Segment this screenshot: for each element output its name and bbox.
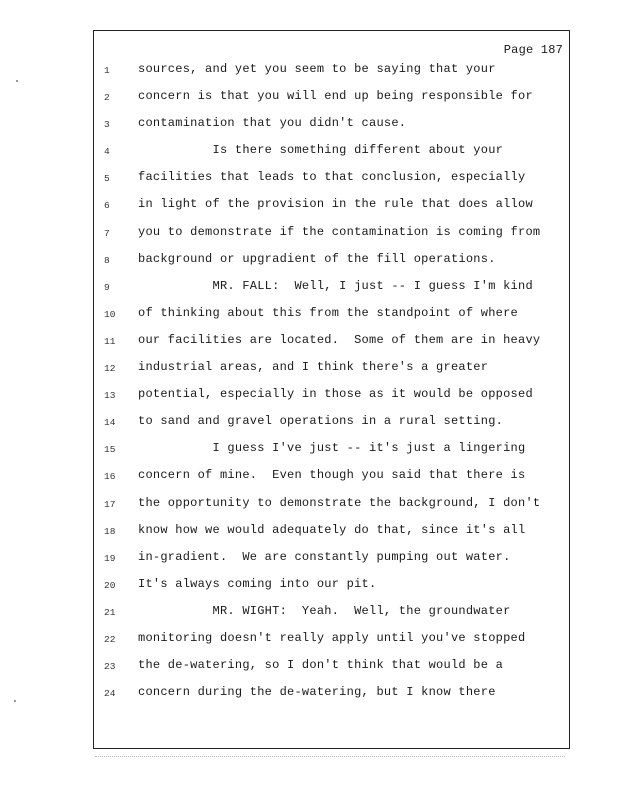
transcript-line: [94, 654, 569, 681]
line-number: 24: [104, 688, 116, 700]
transcript-line: [94, 546, 569, 573]
transcript-line: [94, 681, 569, 708]
transcript-line: [94, 248, 569, 275]
line-text: sources, and yet you seem to be saying that your: [138, 62, 496, 76]
line-text: in-gradient. We are constantly pumping out water.: [138, 549, 511, 564]
line-text: our facilities are located. Some of them are in heavy: [138, 332, 541, 347]
line-number: 23: [104, 661, 116, 673]
transcript-line: [94, 519, 569, 546]
line-text: concern of mine. Even though you said that there is: [138, 468, 526, 483]
bottom-scan-artifact: [95, 756, 565, 759]
line-text: industrial areas, and I think there's a greater: [138, 360, 489, 375]
line-number: 15: [104, 444, 116, 456]
transcript-line: [94, 58, 569, 85]
line-number: 14: [104, 417, 116, 429]
line-text: I guess I've just -- it's just a lingering: [138, 441, 526, 456]
line-number: 4: [104, 146, 110, 158]
line-text: contamination that you didn't cause.: [138, 116, 407, 131]
line-number: 21: [104, 606, 116, 618]
line-text: potential, especially in those as it would be opposed: [138, 387, 533, 402]
line-number: 17: [104, 498, 116, 510]
line-number: 13: [104, 390, 116, 402]
line-text: in light of the provision in the rule that does allow: [138, 197, 533, 212]
transcript-line: [94, 112, 569, 139]
page-number: Page 187: [503, 43, 563, 57]
transcript-line: [94, 383, 569, 410]
line-text: to sand and gravel operations in a rural setting.: [138, 414, 504, 429]
line-number: 9: [104, 281, 110, 293]
line-text: monitoring doesn't really apply until you've stopped: [138, 630, 526, 645]
line-number: 6: [104, 200, 110, 212]
line-text: know how we would adequately do that, since it's all: [138, 522, 526, 537]
line-number: 18: [104, 525, 116, 537]
line-text: background or upgradient of the fill operations.: [138, 251, 496, 266]
transcript-line: [94, 573, 569, 600]
transcript-line: [94, 275, 569, 302]
transcript-line: [94, 139, 569, 166]
transcript-line: [94, 329, 569, 356]
line-number: 20: [104, 579, 116, 591]
line-text: It's always coming into our pit.: [138, 576, 377, 591]
line-number: 1: [104, 65, 110, 76]
line-text: concern during the de-watering, but I know there: [138, 685, 496, 700]
transcript-lines: [94, 58, 569, 708]
transcript-line: [94, 627, 569, 654]
line-text: of thinking about this from the standpoint of where: [138, 305, 519, 320]
scan-speck: [16, 80, 18, 82]
line-number: 2: [104, 92, 110, 104]
line-text: MR. FALL: Well, I just -- I guess I'm kind: [138, 278, 533, 293]
transcript-line: [94, 437, 569, 464]
transcript-page: [93, 30, 570, 749]
transcript-line: [94, 85, 569, 112]
line-text: the opportunity to demonstrate the background, I don't: [138, 495, 541, 510]
line-text: MR. WIGHT: Yeah. Well, the groundwater: [138, 603, 511, 618]
line-text: Is there something different about your: [138, 143, 504, 158]
line-number: 8: [104, 254, 110, 266]
transcript-line: [94, 492, 569, 519]
line-text: you to demonstrate if the contamination is coming from: [138, 224, 541, 239]
transcript-line: [94, 464, 569, 491]
line-number: 12: [104, 363, 116, 375]
transcript-line: [94, 193, 569, 220]
line-number: 3: [104, 119, 110, 131]
transcript-line: [94, 410, 569, 437]
line-text: concern is that you will end up being responsible for: [138, 89, 533, 104]
line-number: 19: [104, 552, 116, 564]
line-number: 10: [104, 308, 116, 320]
transcript-line: [94, 302, 569, 329]
line-text: facilities that leads to that conclusion, especially: [138, 170, 526, 185]
transcript-line: [94, 356, 569, 383]
line-text: the de-watering, so I don't think that would be a: [138, 658, 504, 673]
transcript-line: [94, 221, 569, 248]
line-number: 7: [104, 227, 110, 239]
transcript-line: [94, 600, 569, 627]
line-number: 22: [104, 633, 116, 645]
scan-speck: [14, 700, 16, 702]
line-number: 5: [104, 173, 110, 185]
transcript-line: [94, 166, 569, 193]
line-number: 11: [104, 335, 116, 347]
line-number: 16: [104, 471, 116, 483]
